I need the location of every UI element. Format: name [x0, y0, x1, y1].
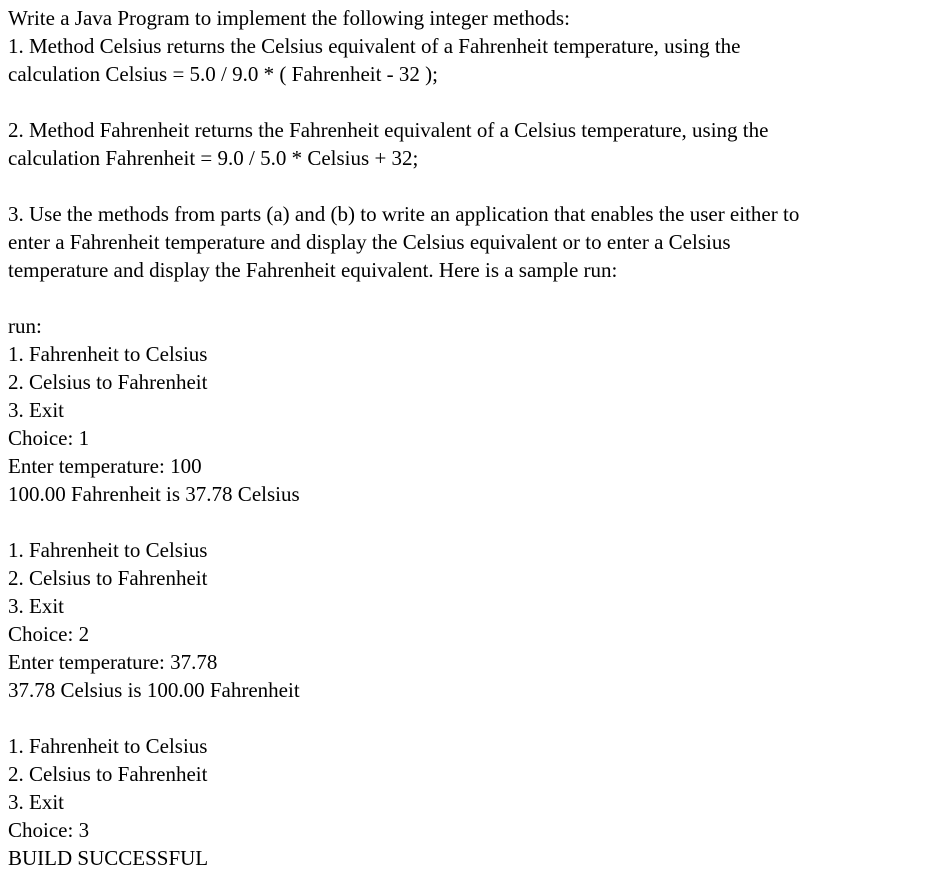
sample-run-round-2 [8, 536, 944, 704]
run-line: Choice: 2 [8, 622, 90, 646]
item-line: temperature and display the Fahrenheit equivalent. Here is a sample run: [8, 258, 618, 282]
run-line: 2. Celsius to Fahrenheit [8, 370, 208, 394]
run-line: 37.78 Celsius is 100.00 Fahrenheit [8, 678, 300, 702]
intro-text: Write a Java Program to implement the following integer methods: [8, 6, 570, 30]
item-line: enter a Fahrenheit temperature and display the Celsius equivalent or to enter a Celsius [8, 230, 731, 254]
sample-run [8, 312, 944, 872]
document [8, 4, 944, 872]
item-line: 2. Method Fahrenheit returns the Fahrenheit equivalent of a Celsius temperature, using the [8, 118, 769, 142]
run-line: 1. Fahrenheit to Celsius [8, 538, 208, 562]
run-line: 100.00 Fahrenheit is 37.78 Celsius [8, 482, 300, 506]
method-item-1 [8, 32, 944, 88]
run-line: 1. Fahrenheit to Celsius [8, 342, 208, 366]
run-line: 2. Celsius to Fahrenheit [8, 762, 208, 786]
paragraph-gap [8, 508, 944, 536]
paragraph-gap [8, 704, 944, 732]
run-line: Choice: 1 [8, 426, 90, 450]
method-item-3 [8, 200, 944, 284]
run-line: 3. Exit [8, 790, 64, 814]
run-line: Enter temperature: 37.78 [8, 650, 218, 674]
sample-run-round-3 [8, 732, 944, 872]
item-line: 3. Use the methods from parts (a) and (b) to write an application that enables the user either to [8, 202, 800, 226]
item-line: calculation Celsius = 5.0 / 9.0 * ( Fahrenheit - 32 ); [8, 62, 439, 86]
run-line: 1. Fahrenheit to Celsius [8, 734, 208, 758]
run-line: Choice: 3 [8, 818, 90, 842]
method-item-2 [8, 116, 944, 172]
run-line: 3. Exit [8, 594, 64, 618]
sample-run-header: run: [8, 314, 42, 338]
item-line: calculation Fahrenheit = 9.0 / 5.0 * Celsius + 32; [8, 146, 419, 170]
run-line: 2. Celsius to Fahrenheit [8, 566, 208, 590]
run-line: Enter temperature: 100 [8, 454, 202, 478]
paragraph-gap [8, 284, 944, 312]
item-line: 1. Method Celsius returns the Celsius equivalent of a Fahrenheit temperature, using the [8, 34, 741, 58]
sample-run-round-1 [8, 340, 944, 508]
run-line: BUILD SUCCESSFUL [8, 846, 209, 870]
paragraph-gap [8, 172, 944, 200]
paragraph-gap [8, 88, 944, 116]
run-line: 3. Exit [8, 398, 64, 422]
